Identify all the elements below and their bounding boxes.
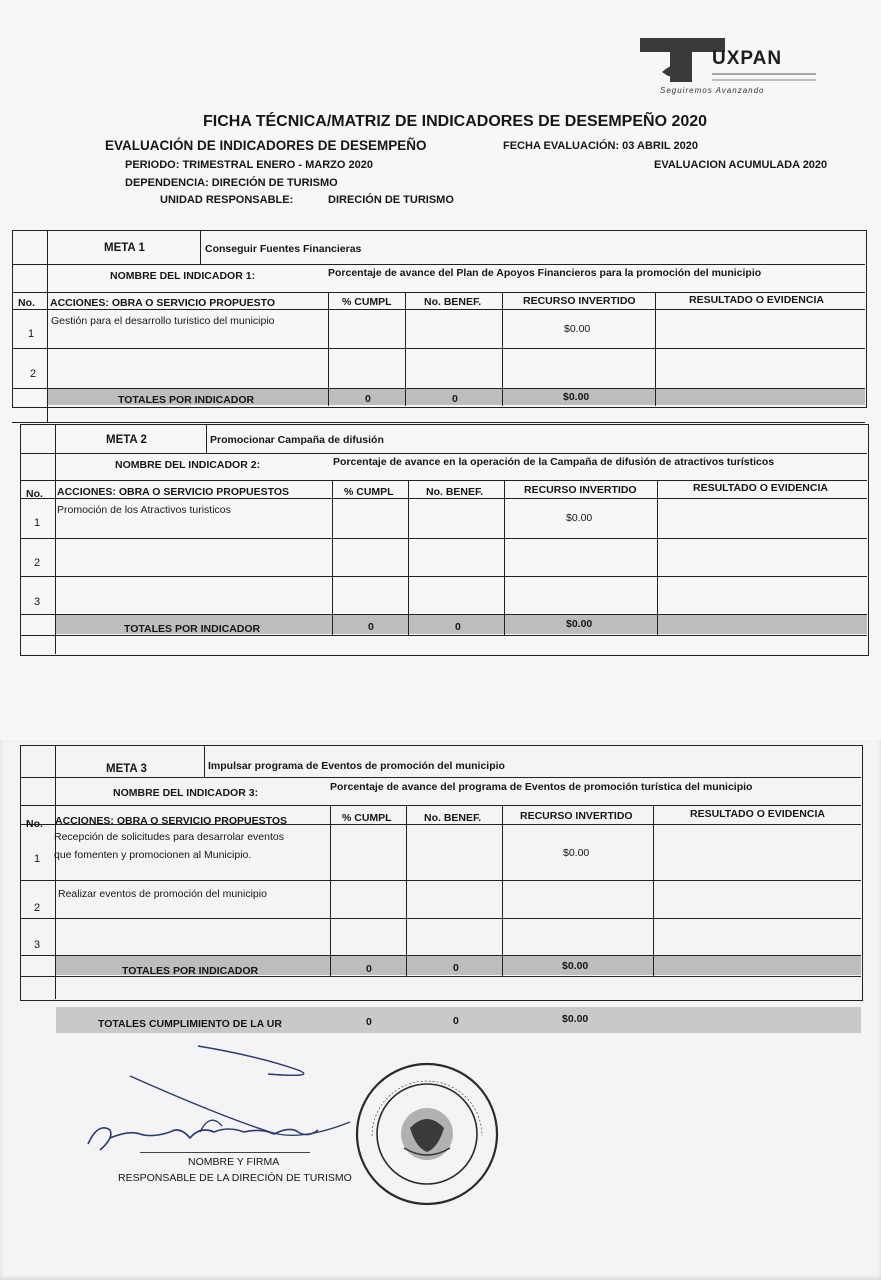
meta2-row3-no: 3 bbox=[34, 596, 41, 608]
fecha-evaluacion: FECHA EVALUACIÓN: 03 ABRIL 2020 bbox=[503, 140, 698, 152]
meta3-row2-no: 2 bbox=[34, 902, 41, 914]
totales-ur-cumpl: 0 bbox=[366, 1016, 372, 1028]
col-no: No. bbox=[18, 297, 35, 309]
meta3-tot-cumpl: 0 bbox=[366, 963, 372, 975]
meta3-label: META 3 bbox=[106, 763, 147, 775]
page-subtitle: EVALUACIÓN DE INDICADORES DE DESEMPEÑO bbox=[105, 138, 427, 153]
col-benef: No. BENEF. bbox=[424, 296, 482, 308]
meta3-row3-no: 3 bbox=[34, 939, 41, 951]
totales-ur-label: TOTALES CUMPLIMIENTO DE LA UR bbox=[98, 1018, 282, 1030]
unidad-label: UNIDAD RESPONSABLE: bbox=[160, 194, 294, 206]
totales-ur-benef: 0 bbox=[453, 1015, 459, 1027]
meta2-indicador-label: NOMBRE DEL INDICADOR 2: bbox=[115, 459, 261, 471]
col-no-3: No. bbox=[26, 818, 43, 830]
col-recurso-2: RECURSO INVERTIDO bbox=[524, 484, 637, 496]
meta3-tot-benef: 0 bbox=[453, 962, 459, 974]
col-resultado-2: RESULTADO O EVIDENCIA bbox=[693, 482, 828, 494]
nombre-firma-label: NOMBRE Y FIRMA bbox=[188, 1156, 280, 1168]
meta3-row1-no: 1 bbox=[34, 853, 41, 865]
meta1-label: META 1 bbox=[104, 242, 145, 254]
col-benef-3: No. BENEF. bbox=[424, 812, 482, 824]
page-title: FICHA TÉCNICA/MATRIZ DE INDICADORES DE DESEMPEÑO 2020 bbox=[203, 113, 708, 130]
meta2-tot-benef: 0 bbox=[455, 621, 461, 633]
meta3-row1-accion-b: que fomenten y promocionen al Municipio. bbox=[54, 849, 252, 861]
logo-slogan: Seguiremos Avanzando bbox=[660, 86, 765, 95]
col-recurso: RECURSO INVERTIDO bbox=[523, 295, 636, 307]
dependencia: DEPENDENCIA: DIRECIÓN DE TURISMO bbox=[125, 177, 338, 189]
official-seal bbox=[352, 1056, 502, 1211]
col-cumpl: % CUMPL bbox=[342, 296, 392, 308]
totales-ur-recurso: $0.00 bbox=[562, 1013, 589, 1025]
col-benef-2: No. BENEF. bbox=[426, 486, 484, 498]
signature-icon bbox=[80, 1040, 370, 1160]
handwritten-signature bbox=[80, 1040, 370, 1160]
meta2-tot-recurso: $0.00 bbox=[566, 618, 593, 630]
logo-text: UXPAN bbox=[712, 48, 783, 69]
meta1-totales-label: TOTALES POR INDICADOR bbox=[118, 394, 255, 406]
evaluacion-acumulada: EVALUACION ACUMULADA 2020 bbox=[654, 159, 828, 171]
meta2-row1-recurso: $0.00 bbox=[566, 512, 593, 524]
meta2-value: Promocionar Campaña de difusión bbox=[210, 434, 384, 446]
meta3-row1-recurso: $0.00 bbox=[563, 847, 590, 859]
col-resultado: RESULTADO O EVIDENCIA bbox=[689, 294, 824, 306]
meta1-indicador-value: Porcentaje de avance del Plan de Apoyos Financieros para la promoción del municipio bbox=[328, 267, 762, 279]
meta2-label: META 2 bbox=[106, 434, 147, 446]
responsable-label: RESPONSABLE DE LA DIRECIÓN DE TURISMO bbox=[118, 1172, 352, 1184]
col-recurso-3: RECURSO INVERTIDO bbox=[520, 810, 633, 822]
meta1-row1-no: 1 bbox=[28, 328, 35, 340]
col-acciones: ACCIONES: OBRA O SERVICIO PROPUESTO bbox=[50, 297, 276, 309]
meta1-row1-recurso: $0.00 bbox=[564, 323, 591, 335]
seal-icon bbox=[352, 1056, 502, 1211]
meta3-row2-accion: Realizar eventos de promoción del municipio bbox=[58, 888, 267, 900]
meta2-row1-accion: Promoción de los Atractivos turisticos bbox=[57, 504, 231, 516]
col-cumpl-2: % CUMPL bbox=[344, 486, 394, 498]
meta3-indicador-value: Porcentaje de avance del programa de Eventos de promoción turística del municipio bbox=[330, 781, 753, 793]
meta1-tot-benef: 0 bbox=[452, 393, 458, 405]
unidad-value: DIRECIÓN DE TURISMO bbox=[328, 194, 454, 206]
meta3-row1-accion-a: Recepción de solicitudes para desarrolar eventos bbox=[54, 831, 284, 843]
col-acciones-3: ACCIONES: OBRA O SERVICIO PROPUESTOS bbox=[55, 815, 288, 827]
col-no-2: No. bbox=[26, 488, 43, 500]
col-cumpl-3: % CUMPL bbox=[342, 812, 392, 824]
meta1-indicador-label: NOMBRE DEL INDICADOR 1: bbox=[110, 270, 256, 282]
meta3-totales-label: TOTALES POR INDICADOR bbox=[122, 965, 259, 977]
meta2-tot-cumpl: 0 bbox=[368, 621, 374, 633]
meta1-row1-accion: Gestión para el desarrollo turistico del municipio bbox=[51, 315, 275, 327]
meta1-tot-recurso: $0.00 bbox=[563, 391, 590, 403]
meta3-value: Impulsar programa de Eventos de promoción del municipio bbox=[208, 760, 505, 772]
meta1-tot-cumpl: 0 bbox=[365, 393, 371, 405]
meta2-indicador-value: Porcentaje de avance en la operación de la Campaña de difusión de atractivos turísticos bbox=[333, 456, 775, 468]
periodo: PERIODO: TRIMESTRAL ENERO - MARZO 2020 bbox=[125, 159, 373, 171]
tuxpan-logo bbox=[640, 34, 820, 104]
meta1-row2-no: 2 bbox=[30, 368, 37, 380]
col-acciones-2: ACCIONES: OBRA O SERVICIO PROPUESTOS bbox=[57, 486, 290, 498]
meta2-row2-no: 2 bbox=[34, 557, 41, 569]
meta2-totales-label: TOTALES POR INDICADOR bbox=[124, 623, 261, 635]
meta3-indicador-label: NOMBRE DEL INDICADOR 3: bbox=[113, 787, 259, 799]
meta2-row1-no: 1 bbox=[34, 517, 41, 529]
col-resultado-3: RESULTADO O EVIDENCIA bbox=[690, 808, 825, 820]
meta1-value: Conseguir Fuentes Financieras bbox=[205, 243, 362, 255]
meta3-tot-recurso: $0.00 bbox=[562, 960, 589, 972]
